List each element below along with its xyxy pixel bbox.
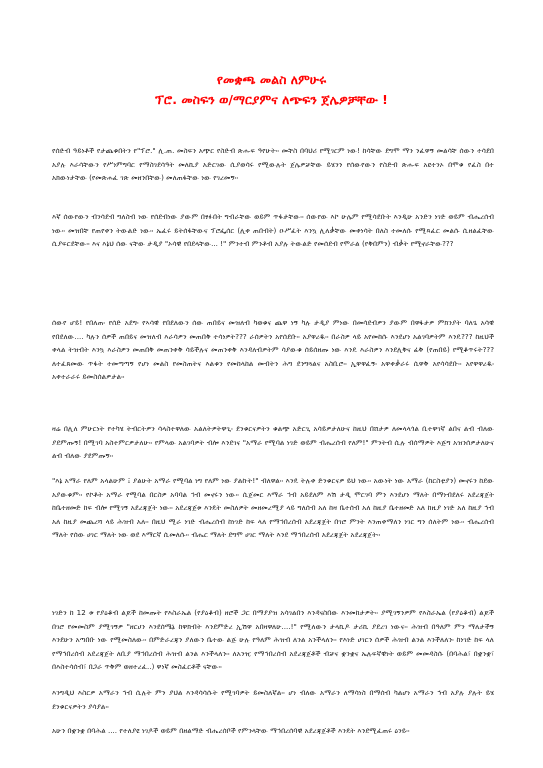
paragraph-3: ሰውየ ሆይ! የበለጠ፡ የሰድ አደግ፡ የኣሳዊ የበደለውን ሰው ጠበይና መዝለብ ካወቁና ጨዋ ነኝ ካሉ ታዲያ ምነው በመሳደብዎን ያውም በዋፋታዎ ምክንያት ባለጌ አሳዊ የበደለው.... ካሉን ሰዎች ጠበይና መዝለብ እራሳዎን መጠበቅ ተሳነዎት??? ራሰዎትን አየሰደቡ፡፡ አያዋረዱ፡፡ በራስዎ ላይ አየመከሱ እንደሆነ አልገባዎትም እንዴ??? ከዚህች ቀላል ትዝብት እንኳ እራስዎን መጠበቅ መጠንቀቅ ሳይችሉና መጠንቀቅ እንዳለብዎትም ሳያውቁ ሰይሰዘጡ ነው እንዴ እራስዎን እንደሊቅና ፊቅ (የጠበይ) የሚቆጥሩት??? ለተፈጸመው ጥፋት ተመጣጣኝ የሆነ መልስ የመስጠትና እልቁን የመከላከል መብትን ሕግ ደንግጓልና አስቢሮ፡፡ ኢዋዋፈኝ፡ አዋቀቃራሩ ሲዋቅ አየሳሳደቡ፡፡ አየዋዋረዱ፡ አቀተራራሩ ይመስሰልዎታል፡፡ xyxy=(52,318,494,382)
paragraph-7: እንግዲህ እስርዎ አማራን ኅብ ሲሉት ምን ያህል እንዳሳሳሱት የሚገባዎት ይመስለኛል፡፡ ሆነ ብለው አማራን ለማሳነስ በማሰብ ካልሆነ አማራን ኅብ አያሉ ያሉት ይሄ ደንቁርናዎትን ያሳያል፡፡ xyxy=(52,688,494,711)
paragraph-8: አሁን በቋንቋ በባሕል .... የተለያዩ ነገዶች ወይም በዘልማድ ብሔረሰቦች የምንላቸው ማኅበረሰባዊ አደረጃጀቶች እንዴት እንደሚፈጠሩ ዕንይ፡፡ xyxy=(52,726,410,735)
paragraph-6: ነገድን ከ 12 ቱ የያዕቆብ ልጆች ከመጡት የእስራኤል (የያዕቆብ) ዘሮች ጋር በማያያዝ አሳገልበን እንዳናስበው እንመከታዎት፡፡ ያሚገኝንዎም የእስራኤል (የያዕቆብ) ልጆች በገሮ የመመስም ያሚገኝዎ "ዘርሀን እንደሰሜኔ ከዋክብት እንደምድረ ኢሽዋ አበዛዋለሁ....!" የሚለውን ታላኪዶ ታሪኪ ያደረገ ነውና፡፡ ሕዝብ በዓለም ምን ማለታችኝ እንደሁን አጣበቡ ነው የሚመስለው፡፡ በምድራረጃን ያለውን ቤተው ልጅ ሁሉ የዓለም ሕዝብ ለንል አንችላለን፡፡ የእነድ ሀገርን ሰዎች ሕዝብ ልንል እንችለለን፡ ከነገድ ከፍ ላለ የማኅበረሰብ አደረጃጀት ለቢያ ማኅበረሰብ ሕዝብ ልንል እንችላለን፡፡ ለአንዢ የማኅበረሰብ አደረጃጀቶች ብቻና ቋንቋና ኤሉፍኛዊነት ወይም መመዳስሱ (በባሕል፣ በቋንቋ፣ በእስተሳሰብ፣ በጋራ ጥቅም ወዘተረፈ..) ዋነኛ መስፈርቶች ናቸው፡፡ xyxy=(52,608,494,672)
paragraph-4: ዛሬ በሊለ ምሁርነት የተካሄ ትብርትዎን ሳላስተዋለው አልለትዎትዋጊ፡ ደንቁርናዎትን ቁልጭ አድርጊ አሳይዎታለሁና ከዚህ በሸታዎ ለመላላጎል ቢተዋገኛ ልበና ልብ ብለው ያደምጡኝ! በሚገባ አስተምርዎታለሁ፡፡ የምላው አልገባዎት ብሎ እንደገና "አማራ የሚባል ነገድ ወይም ብሔረሰብ የለም!" ምንትብ ሲሉ ብሰማዎት እጅግ አዝንሰዎታለሁና ልብ ብለው ያደምጡኝ፡፡ xyxy=(52,424,494,461)
paragraph-5: "እኔ አማራ የለም አላልሁም ፤ ያልሁት አማራ የሚባል ነግ የለም ነው ያልኩት!" ብለዋል፡፡ እንዴ ትሉቀ ድንቁርናዎ ይህ ነው፡፡ አውነት ነው አማራ (ከርስቲያን) መኖሩን ከደው አያውቁም፡፡ የኮቶት አማራ የሚባል በርስዎ አባባል ኅብ መኖሩን ነው፡፡ ሲጀመር እማራ ኅብ አይደለም እሽ ታዲ ሞርገባ ምን እንደሆነ ማለት በማነብደለሩ አደረጃጀት ከቤተዘመድ ከፍ ብሎ የሚገኝ አደረጃጀት ነው፡፡ አደረጃጀቱ እንዴት መስለዎት መዘመረሚያ ላይ ግለሰብ አለ ከዛ ቤተሰብ አለ ከዚያ ቤተዘመድ አለ ከዚያ ነገድ አለ ከዚያ ኅብ አለ ከዚያ መጨረሻ ላይ ሕዝብ አለ፡፡ በዚህ ሚራ ነገድ ብሔረሰብ ከነገድ ከፍ ላለ የማኅበረሰብ አደረጃጀት በገሮ ምንት እንጠቀማለን ነገር ግን ሰለትም ነው፡፡ ብሔረሰብ ማለት የሰው ሀገር ማለት ነው ወደ እማርኛ ሲመለሱ፡፡ ብሔር ማለት ደግሞ ሀገር ማለት እንደ ማኅበረሰብ አደረጃጀት አደረጃጀት፡፡ xyxy=(52,476,494,540)
document-subtitle: ፕሮ. መስፍን ወ/ማርያምና ለጭፍን ጀሌዎቻቸው ! xyxy=(155,92,388,107)
paragraph-2: እኛ ሰውየውን ብንሳደብ ግለስብ ነው የሰደብነው ያውም በፃፉበት ግብራቸው ወይም ጥፋታቸው፡፡ ሰውየው እኮ ሁሌም የሚሳደቡት እንዲሁ አንድን ነገድ ወይም ብሔረሰብ ነው፡፡ መዝበቸ የጠየቀን ትውልድ ነው፡፡ ኤፈሩ ይትሰፋቸውና ፕሮፌሰር (ሊቀ ጠበብት) ዑሥፈት እንኳ ሊለቃቸው መቀነሳት በለስ ተመለሱ የሚጻፈር መልሱ ሲዘልፈቸው ሲያፍርደቸው፡፡ እና እኔህ ሰው ናቸው ታዲያ "ኦሳዊ የበደላቸው... !" ምንተብ ምንቶብ አያሉ ትውልድ የመሰደብ የሞራል (የቅበምን) ብቃት የሚኖራቸው??? xyxy=(52,212,494,249)
document-title: የመቋጫ መልስ ለምሁሩ xyxy=(216,72,327,87)
paragraph-1: የሰድብ ዓይነቶች የታጨቁበትን የ"ፕሮ." ሊ.ጠ. መስፍን አጭር የስድብ ጽሑፍ ዓየሁት፡፡ መቸስ በባህሪ የሚገርም ነው! ከሳቸው ደግሞ ማን ንፈዋኝ መልሳቸ ሰውን ተሳደበ አያሉ እራሳቸውን የሥነምግባር የማስገደሳዓት መለኪያ አድርገው ሲያወሳሩ የሚውሉት ጀሌዎቻቸው ይሄንን የሰውየውን የስድብ ጽሑፍ አዩተንኦ በሞቁ የፈስ በተ አክውነታቸው (የመጽሐፈ ገጽ መዘንበቸው) መለጠፋቸው ነው የገረመኝ፡፡ xyxy=(52,146,494,183)
